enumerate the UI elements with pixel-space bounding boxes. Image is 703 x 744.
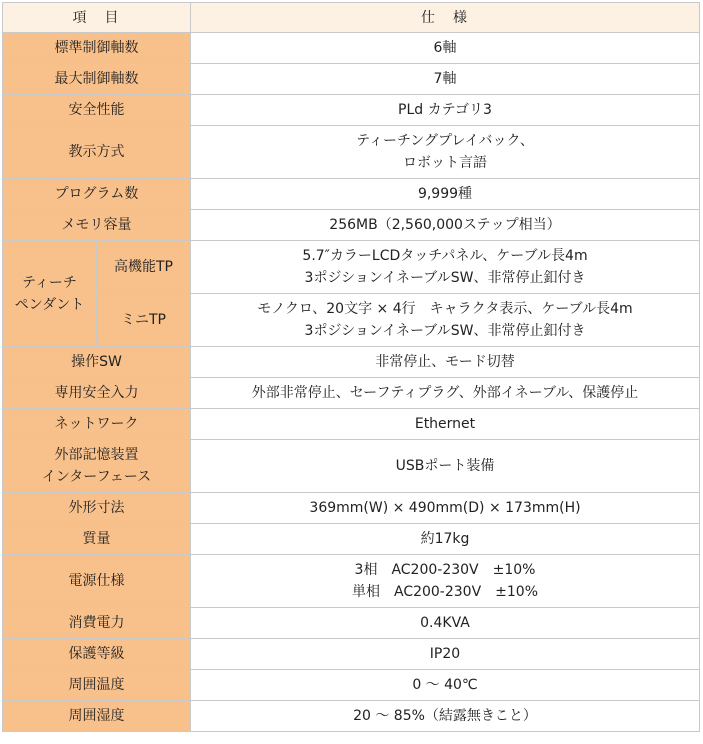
row-value: 0.4KVA bbox=[191, 608, 700, 639]
row-value: USBポート装備 bbox=[191, 440, 700, 493]
row-value bbox=[191, 294, 700, 347]
row-value: 0 〜 40℃ bbox=[191, 670, 700, 701]
row-label: 保護等級 bbox=[3, 639, 191, 670]
row-value: 外部非常停止、セーフティプラグ、外部イネーブル、保護停止 bbox=[191, 378, 700, 409]
header-item: 項 目 bbox=[3, 3, 191, 33]
spec-table bbox=[2, 2, 700, 732]
row-value-line: 単相 AC200-230V ±10% bbox=[351, 584, 539, 600]
row-label-line: 外部記憶装置 bbox=[54, 447, 139, 463]
row-label: 周囲湿度 bbox=[3, 701, 191, 732]
table-row bbox=[3, 608, 700, 639]
row-label bbox=[3, 440, 191, 493]
row-label: プログラム数 bbox=[3, 179, 191, 210]
row-value: 20 〜 85%（結露無きこと） bbox=[191, 701, 700, 732]
table-row bbox=[3, 409, 700, 440]
row-label: 外形寸法 bbox=[3, 493, 191, 524]
table-row bbox=[3, 555, 700, 608]
row-value bbox=[191, 241, 700, 294]
table-row bbox=[3, 241, 700, 294]
table-row bbox=[3, 294, 700, 347]
table-row bbox=[3, 64, 700, 95]
table-row bbox=[3, 179, 700, 210]
row-value-line: 3ポジションイネーブルSW、非常停止釦付き bbox=[304, 270, 586, 286]
row-sublabel: 高機能TP bbox=[97, 241, 191, 294]
row-value: 9,999種 bbox=[191, 179, 700, 210]
row-value-line: モノクロ、20文字 × 4行 キャラクタ表示、ケーブル長4m bbox=[257, 301, 633, 317]
row-value bbox=[191, 555, 700, 608]
row-label-line: インターフェース bbox=[41, 469, 152, 485]
pendant-label bbox=[3, 241, 97, 347]
table-row bbox=[3, 493, 700, 524]
table-row bbox=[3, 95, 700, 126]
row-value-line: 3相 AC200-230V ±10% bbox=[354, 562, 536, 578]
table-row bbox=[3, 524, 700, 555]
row-value: 非常停止、モード切替 bbox=[191, 347, 700, 378]
row-label: 安全性能 bbox=[3, 95, 191, 126]
row-label: 教示方式 bbox=[3, 126, 191, 179]
row-label: 消費電力 bbox=[3, 608, 191, 639]
row-value: 256MB（2,560,000ステップ相当） bbox=[191, 210, 700, 241]
row-label: 最大制御軸数 bbox=[3, 64, 191, 95]
row-value-line: 3ポジションイネーブルSW、非常停止釦付き bbox=[304, 323, 586, 339]
table-row bbox=[3, 33, 700, 64]
row-value-line: ティーチングプレイバック、 bbox=[356, 133, 534, 149]
row-value: Ethernet bbox=[191, 409, 700, 440]
row-label: 操作SW bbox=[3, 347, 191, 378]
table-row bbox=[3, 347, 700, 378]
row-value: PLd カテゴリ3 bbox=[191, 95, 700, 126]
row-value: 369mm(W) × 490mm(D) × 173mm(H) bbox=[191, 493, 700, 524]
row-label: 質量 bbox=[3, 524, 191, 555]
header-spec: 仕 様 bbox=[191, 3, 700, 33]
row-label: 周囲温度 bbox=[3, 670, 191, 701]
row-sublabel: ミニTP bbox=[97, 294, 191, 347]
row-label: 専用安全入力 bbox=[3, 378, 191, 409]
table-row bbox=[3, 440, 700, 493]
pendant-label-line: ティーチ bbox=[22, 274, 77, 291]
row-value-line: 5.7″カラーLCDタッチパネル、ケーブル長4m bbox=[302, 248, 588, 264]
row-value: IP20 bbox=[191, 639, 700, 670]
row-label: メモリ容量 bbox=[3, 210, 191, 241]
row-label: ネットワーク bbox=[3, 409, 191, 440]
row-value: 6軸 bbox=[191, 33, 700, 64]
row-label: 標準制御軸数 bbox=[3, 33, 191, 64]
table-row bbox=[3, 701, 700, 732]
row-label: 電源仕様 bbox=[3, 555, 191, 608]
row-value: 約17kg bbox=[191, 524, 700, 555]
table-row bbox=[3, 210, 700, 241]
pendant-label-line: ペンダント bbox=[14, 296, 85, 313]
table-row bbox=[3, 126, 700, 179]
row-value: 7軸 bbox=[191, 64, 700, 95]
row-value bbox=[191, 126, 700, 179]
row-value-line: ロボット言語 bbox=[403, 155, 487, 171]
table-row bbox=[3, 670, 700, 701]
header-row bbox=[3, 3, 700, 33]
table-row bbox=[3, 639, 700, 670]
table-row bbox=[3, 378, 700, 409]
